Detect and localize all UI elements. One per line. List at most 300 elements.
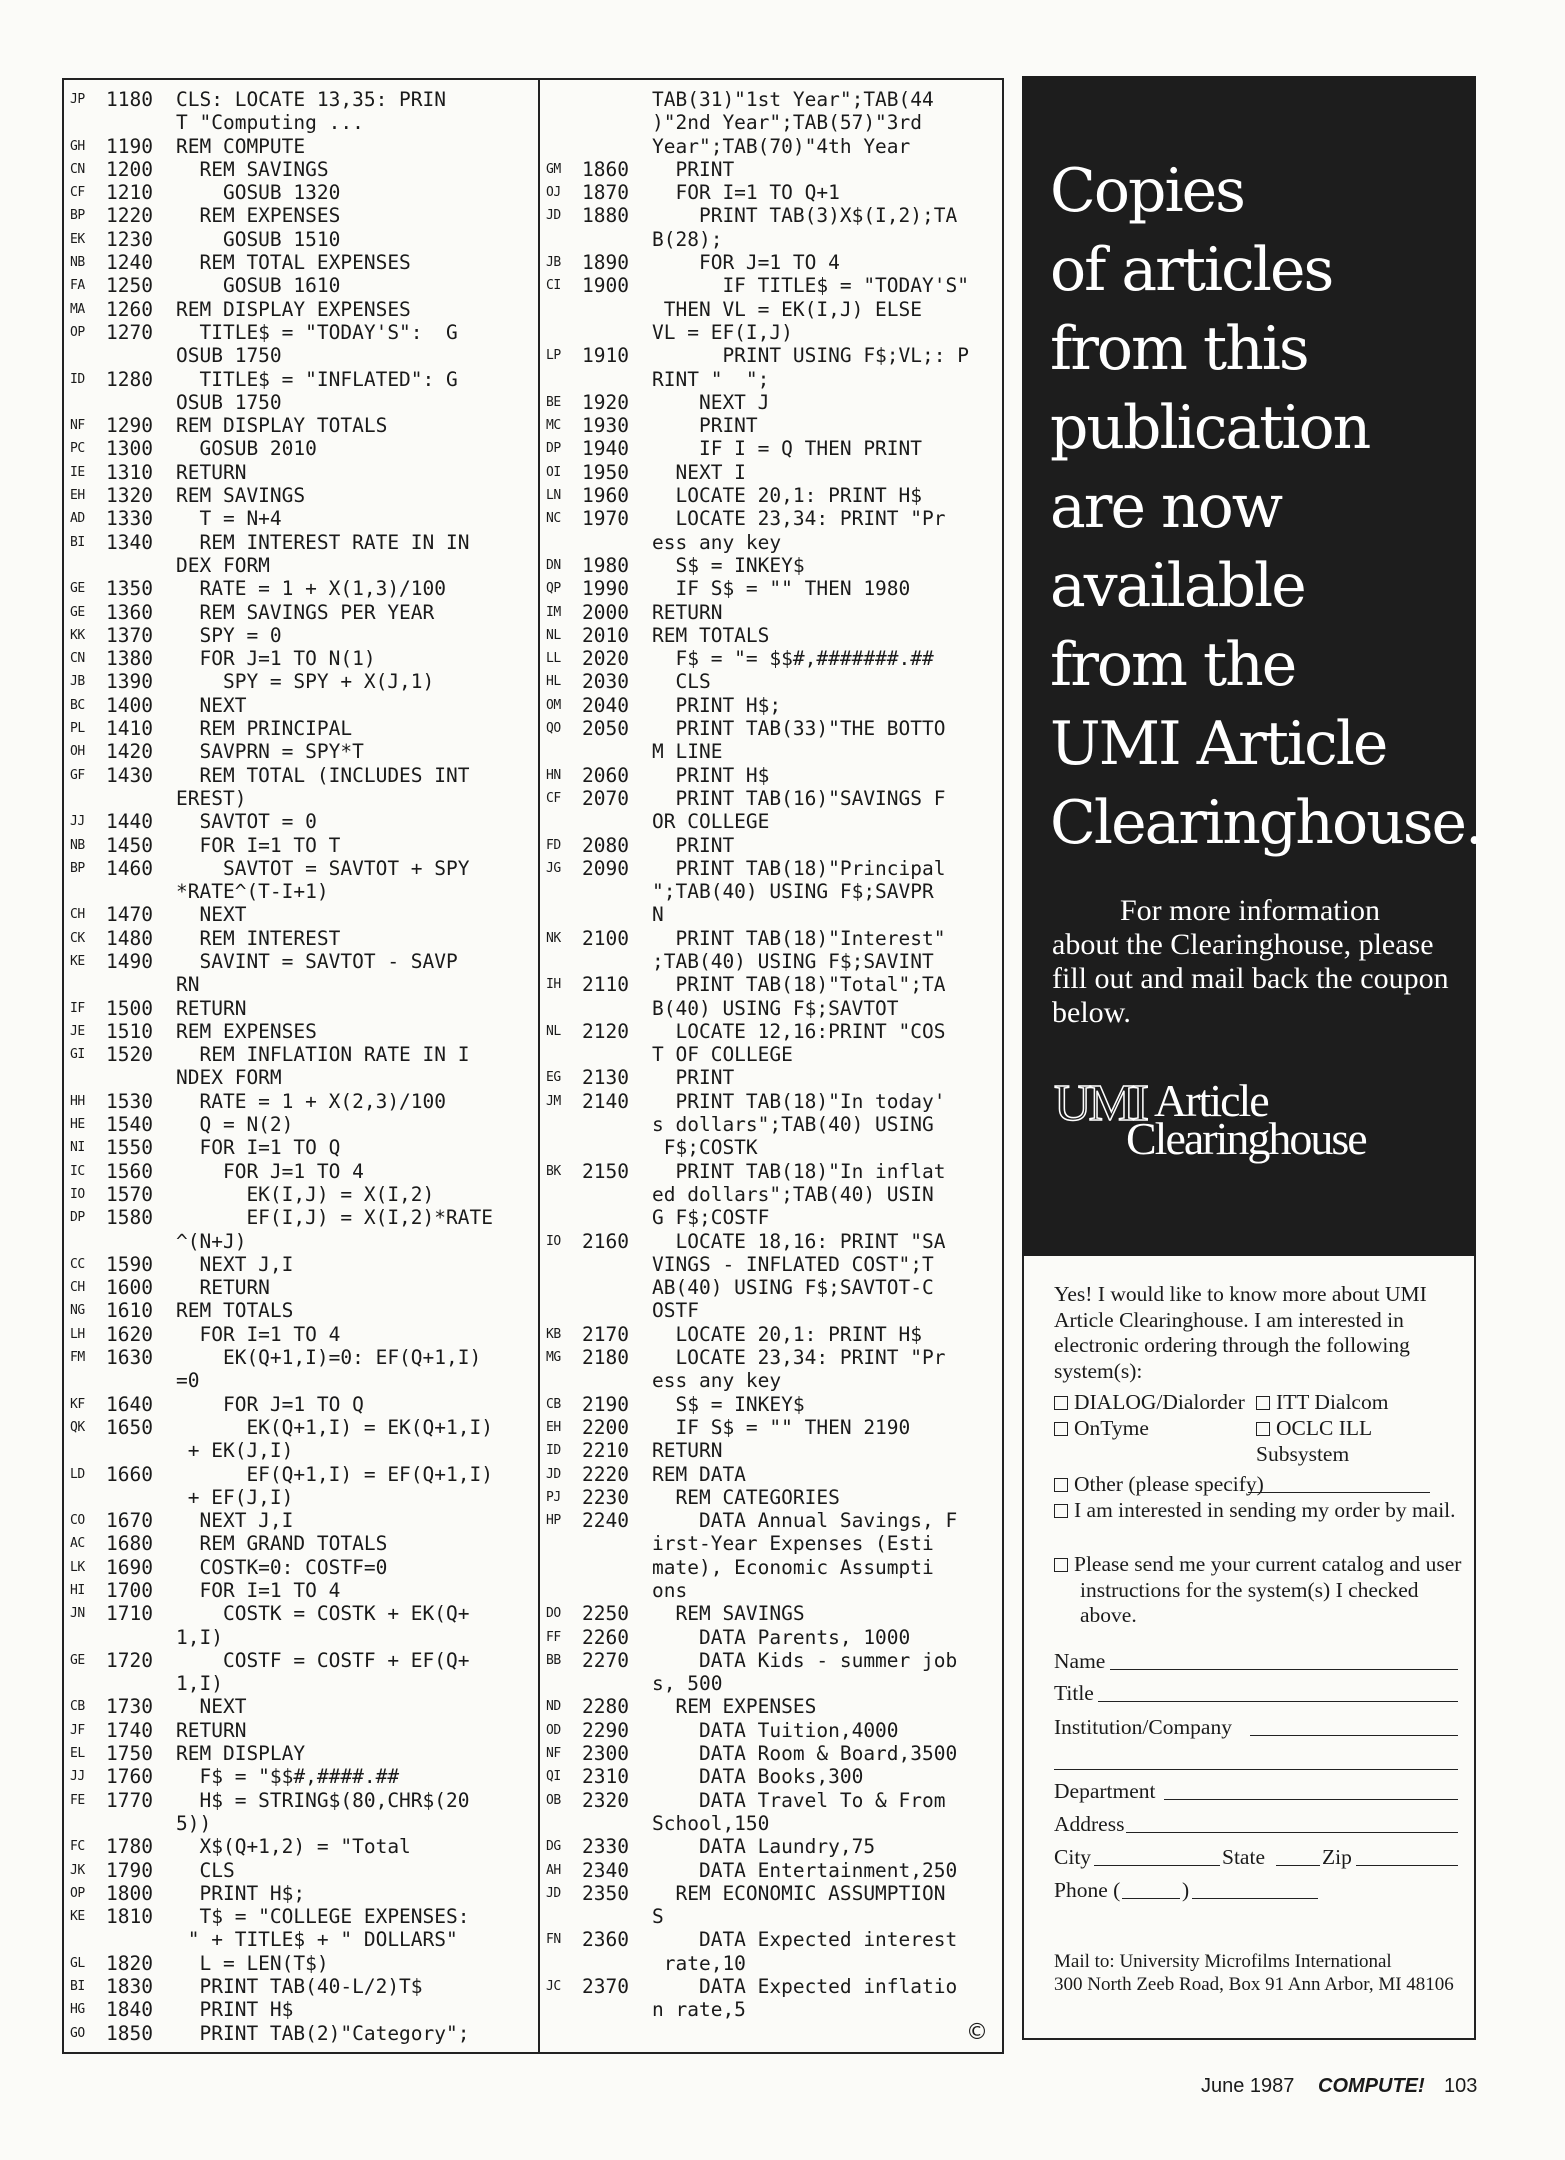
listing-line [70, 950, 532, 973]
option-mail [1054, 1498, 1480, 1524]
line-number: 2310 [582, 1765, 629, 1789]
code-text: " + TITLE$ + " DOLLARS" [176, 1928, 458, 1952]
code-text: EK(Q+1,I) = EK(Q+1,I) [176, 1415, 493, 1439]
code-text: PRINT USING F$;VL;: P [652, 344, 969, 368]
umi-clearinghouse-logo [1054, 1070, 1464, 1170]
listing-continuation-line [546, 321, 986, 344]
checksum-code: CF [546, 790, 561, 806]
checksum-code: GI [70, 1047, 85, 1063]
code-text: REM INFLATION RATE IN I [176, 1043, 470, 1067]
listing-line [70, 1509, 532, 1532]
checksum-code: GL [70, 1955, 85, 1971]
checksum-code: BP [70, 208, 85, 224]
name-field[interactable] [1054, 1646, 1478, 1676]
code-text: DATA Expected inflatio [652, 1975, 958, 1999]
checksum-code: DO [546, 1606, 561, 1622]
checksum-code: KE [70, 953, 85, 969]
listing-continuation-line [546, 1043, 986, 1066]
checksum-code: CH [70, 1280, 85, 1296]
line-number: 1850 [106, 2021, 153, 2045]
checksum-code: CO [70, 1513, 85, 1529]
catalog-checkbox[interactable] [1054, 1558, 1068, 1572]
line-number: 1600 [106, 1276, 153, 1300]
code-text: REM GRAND TOTALS [176, 1532, 388, 1556]
listing-line [546, 787, 986, 810]
listing-continuation-line [70, 1626, 532, 1649]
listing-continuation-line [546, 1206, 986, 1229]
line-number: 1540 [106, 1113, 153, 1137]
checksum-code: LK [70, 1559, 85, 1575]
listing-line [546, 1230, 986, 1253]
listing-line [546, 647, 986, 670]
code-text: VL = EF(I,J) [652, 320, 793, 344]
checksum-code: FE [70, 1792, 85, 1808]
line-number: 1760 [106, 1765, 153, 1789]
institution-field[interactable] [1054, 1712, 1478, 1742]
code-text: ed dollars";TAB(40) USIN [652, 1182, 934, 1206]
phone-label: Phone ( [1054, 1878, 1121, 1902]
code-text: REM DISPLAY EXPENSES [176, 297, 411, 321]
listing-line [70, 647, 532, 670]
code-text: REM PRINCIPAL [176, 717, 353, 741]
listing-line [70, 204, 532, 227]
code-text: L = LEN(T$) [176, 1951, 329, 1975]
line-number: 2190 [582, 1392, 629, 1416]
code-text: REM TOTALS [652, 623, 770, 647]
checksum-code: FN [546, 1932, 561, 1948]
code-text: B(28); [652, 227, 723, 251]
listing-line [70, 1183, 532, 1206]
code-text: G F$;COSTF [652, 1206, 770, 1230]
checksum-code: JC [546, 1979, 561, 1995]
listing-continuation-line [546, 1113, 986, 1136]
listing-line [546, 1928, 986, 1951]
line-number: 1860 [582, 157, 629, 181]
line-number: 1390 [106, 670, 153, 694]
code-text: REM EXPENSES [176, 204, 341, 228]
line-number: 2350 [582, 1881, 629, 1905]
line-number: 2260 [582, 1625, 629, 1649]
listing-line [70, 135, 532, 158]
line-number: 2250 [582, 1602, 629, 1626]
checksum-code: QI [546, 1769, 561, 1785]
itt-checkbox[interactable] [1256, 1396, 1270, 1410]
checksum-code: MC [546, 418, 561, 434]
code-text: NEXT [176, 1695, 247, 1719]
code-text: PRINT H$ [176, 1998, 294, 2022]
checksum-code: BK [546, 1163, 561, 1179]
listing-line [70, 1765, 532, 1788]
line-number: 2240 [582, 1509, 629, 1533]
line-number: 1320 [106, 484, 153, 508]
code-text: s, 500 [652, 1672, 723, 1696]
checksum-code: GM [546, 161, 561, 177]
code-text: ess any key [652, 1369, 782, 1393]
checksum-code: IC [70, 1163, 85, 1179]
listing-line [70, 927, 532, 950]
checksum-code: CB [546, 1396, 561, 1412]
line-number: 1290 [106, 414, 153, 438]
listing-line [70, 1323, 532, 1346]
listing-line [70, 624, 532, 647]
city-label: City [1054, 1845, 1092, 1869]
code-text: THEN VL = EK(I,J) ELSE [652, 297, 923, 321]
line-number: 1570 [106, 1182, 153, 1206]
listing-continuation-line [70, 344, 532, 367]
line-number: 1750 [106, 1742, 153, 1766]
listing-line [546, 601, 986, 624]
code-text: GOSUB 1610 [176, 274, 341, 298]
line-number: 1450 [106, 833, 153, 857]
checksum-code: AD [70, 511, 85, 527]
address-field[interactable] [1054, 1809, 1478, 1839]
code-text: EF(Q+1,I) = EF(Q+1,I) [176, 1462, 493, 1486]
checksum-code: FA [70, 278, 85, 294]
listing-line [70, 1136, 532, 1159]
checksum-code: BI [70, 534, 85, 550]
code-text: FOR J=1 TO N(1) [176, 647, 376, 671]
institution-field-line2[interactable] [1054, 1746, 1478, 1776]
checksum-code: CF [70, 185, 85, 201]
checksum-code: PC [70, 441, 85, 457]
listing-continuation-line [70, 554, 532, 577]
code-text: IF S$ = "" THEN 1980 [652, 577, 911, 601]
line-number: 1480 [106, 926, 153, 950]
listing-line [70, 368, 532, 391]
code-text: PRINT TAB(3)X$(I,2);TA [652, 204, 958, 228]
code-text: REM DISPLAY [176, 1742, 306, 1766]
checksum-code: FC [70, 1839, 85, 1855]
code-text: REM SAVINGS [652, 1602, 805, 1626]
column-divider [538, 80, 540, 2052]
option-label: DIALOG/Dialorder [1074, 1390, 1245, 1414]
ontyme-checkbox[interactable] [1054, 1422, 1068, 1436]
ad-info-rest: about the Clearinghouse, please fill out and mail back the coupon below. [1052, 928, 1449, 1029]
listing-line [546, 1393, 986, 1416]
other-checkbox[interactable] [1054, 1478, 1068, 1492]
option-oclc [1256, 1416, 1376, 1467]
checksum-code: NB [70, 837, 85, 853]
listing-line [546, 484, 986, 507]
listing-continuation-line [70, 973, 532, 996]
line-number: 1960 [582, 484, 629, 508]
line-number: 1330 [106, 507, 153, 531]
headline-line: UMI Article [1050, 709, 1387, 779]
code-text: )"2nd Year";TAB(57)"3rd [652, 111, 923, 135]
code-text: rate,10 [652, 1951, 746, 1975]
code-text: PRINT TAB(16)"SAVINGS F [652, 786, 946, 810]
code-text: FOR I=1 TO Q+1 [652, 181, 840, 205]
line-number: 2160 [582, 1229, 629, 1253]
phone-field[interactable] [1054, 1875, 1478, 1905]
code-text: DEX FORM [176, 553, 270, 577]
code-text: DATA Books,300 [652, 1765, 864, 1789]
checksum-code: GO [70, 2025, 85, 2041]
line-number: 1310 [106, 460, 153, 484]
listing-continuation-line [546, 1253, 986, 1276]
checksum-code: HP [546, 1513, 561, 1529]
code-text: DATA Laundry,75 [652, 1835, 876, 1859]
listing-line [546, 1020, 986, 1043]
listing-line [546, 1463, 986, 1486]
line-number: 2110 [582, 973, 629, 997]
checksum-code: JD [546, 208, 561, 224]
option-label: Please send me your current catalog and user instructions for the system(s) I checked above. [1074, 1552, 1462, 1627]
code-text: PRINT TAB(18)"In inflat [652, 1159, 946, 1183]
checksum-code: BP [70, 860, 85, 876]
code-text: DATA Expected interest [652, 1928, 958, 1952]
listing-continuation-line [70, 1486, 532, 1509]
code-text: CLS: LOCATE 13,35: PRIN [176, 88, 447, 111]
line-number: 2220 [582, 1462, 629, 1486]
line-number: 1530 [106, 1089, 153, 1113]
checksum-code: HI [70, 1583, 85, 1598]
listing-line [70, 1253, 532, 1276]
code-text: FOR I=1 TO Q [176, 1136, 341, 1160]
listing-continuation-line [546, 88, 986, 111]
listing-line [546, 670, 986, 693]
headline-line: of articles [1050, 235, 1333, 305]
line-number: 1930 [582, 414, 629, 438]
title-field[interactable] [1054, 1678, 1478, 1708]
listing-line [70, 158, 532, 181]
listing-line [546, 274, 986, 297]
line-number: 1470 [106, 903, 153, 927]
listing-continuation-line [70, 1369, 532, 1392]
checksum-code: ID [70, 371, 85, 387]
listing-continuation-line [546, 1556, 986, 1579]
listing-line [70, 857, 532, 880]
listing-continuation-line [546, 228, 986, 251]
code-text: NEXT J,I [176, 1509, 294, 1533]
code-text: mate), Economic Assumpti [652, 1555, 934, 1579]
listing-line [70, 1952, 532, 1975]
line-number: 1660 [106, 1462, 153, 1486]
code-text: RETURN [176, 460, 247, 484]
checksum-code: OD [546, 1722, 561, 1738]
code-text: + EF(J,I) [176, 1485, 294, 1509]
checksum-code: PL [70, 721, 85, 737]
headline-line: Clearinghouse. [1050, 788, 1483, 858]
checksum-code: JE [70, 1023, 85, 1039]
listing-line [70, 251, 532, 274]
code-text: TITLE$ = "TODAY'S": G [176, 320, 458, 344]
code-text: REM SAVINGS [176, 157, 329, 181]
code-text: n rate,5 [652, 1998, 746, 2022]
listing-line [70, 1113, 532, 1136]
code-text: H$ = STRING$(80,CHR$(20 [176, 1788, 470, 1812]
code-text: REM EXPENSES [652, 1695, 817, 1719]
city-state-zip-field[interactable] [1054, 1842, 1478, 1872]
listing-continuation-line [546, 1532, 986, 1555]
footer-date: June 1987 [1201, 2075, 1295, 2097]
checksum-code: DG [546, 1839, 561, 1855]
listing-line [70, 1393, 532, 1416]
listing-continuation-line [546, 298, 986, 321]
listing-line [546, 624, 986, 647]
checksum-code: MA [70, 301, 85, 317]
listing-line [70, 1882, 532, 1905]
code-text: IF TITLE$ = "TODAY'S" [652, 274, 969, 298]
listing-line [546, 181, 986, 204]
checksum-code: NF [546, 1746, 561, 1762]
line-number: 2070 [582, 786, 629, 810]
listing-line [546, 764, 986, 787]
checksum-code: JF [70, 1722, 85, 1738]
code-text: REM SAVINGS PER YEAR [176, 600, 435, 624]
listing-line [70, 484, 532, 507]
checksum-code: EK [70, 231, 85, 247]
checksum-code: GF [70, 767, 85, 783]
listing-line [546, 857, 986, 880]
code-text: COSTK=0: COSTF=0 [176, 1555, 388, 1579]
mail-checkbox[interactable] [1054, 1504, 1068, 1518]
code-text: LOCATE 20,1: PRINT H$ [652, 484, 923, 508]
listing-line [546, 1439, 986, 1462]
listing-line [546, 1323, 986, 1346]
checksum-code: JP [70, 92, 85, 107]
checksum-code: JJ [70, 1769, 85, 1785]
checksum-code: NG [70, 1303, 85, 1319]
listing-continuation-line [546, 903, 986, 926]
option-label: OCLC ILL Subsystem [1256, 1416, 1372, 1466]
line-number: 1380 [106, 647, 153, 671]
code-text: PRINT TAB(18)"Principal [652, 856, 946, 880]
code-text: REM ECONOMIC ASSUMPTION [652, 1881, 946, 1905]
listing-line [70, 997, 532, 1020]
listing-column-1 [70, 88, 532, 2045]
code-text: REM TOTAL (INCLUDES INT [176, 763, 470, 787]
listing-line [70, 1020, 532, 1043]
line-number: 2280 [582, 1695, 629, 1719]
listing-line [546, 1649, 986, 1672]
line-number: 2060 [582, 763, 629, 787]
listing-continuation-line [546, 135, 986, 158]
listing-line [546, 1602, 986, 1625]
checksum-code: JJ [70, 814, 85, 830]
listing-continuation-line [546, 740, 986, 763]
listing-line [70, 1206, 532, 1229]
checksum-code: LD [70, 1466, 85, 1482]
line-number: 2000 [582, 600, 629, 624]
code-text: School,150 [652, 1811, 770, 1835]
code-text: IF S$ = "" THEN 2190 [652, 1415, 911, 1439]
line-number: 1630 [106, 1346, 153, 1370]
oclc-checkbox[interactable] [1256, 1422, 1270, 1436]
state-label: State [1222, 1845, 1265, 1869]
checksum-code: GE [70, 604, 85, 620]
listing-line [546, 834, 986, 857]
code-text: IF I = Q THEN PRINT [652, 437, 923, 461]
code-text: *RATE^(T-I+1) [176, 880, 329, 904]
listing-continuation-line [546, 111, 986, 134]
code-text: AB(40) USING F$;SAVTOT-C [652, 1276, 934, 1300]
other-specify-line[interactable] [1248, 1492, 1430, 1493]
checksum-code: EL [70, 1746, 85, 1762]
listing-line [546, 1835, 986, 1858]
line-number: 1560 [106, 1159, 153, 1183]
listing-line [70, 1975, 532, 1998]
code-text: ess any key [652, 530, 782, 554]
code-text: X$(Q+1,2) = "Total [176, 1835, 411, 1859]
line-number: 1520 [106, 1043, 153, 1067]
listing-continuation-line [70, 1439, 532, 1462]
line-number: 2370 [582, 1975, 629, 1999]
checksum-code: DP [70, 1210, 85, 1226]
field-label: Department [1054, 1779, 1156, 1803]
listing-line [546, 1742, 986, 1765]
mail-address: 300 North Zeeb Road, Box 91 Ann Arbor, MI 48106 [1054, 1974, 1454, 1995]
listing-line [70, 1160, 532, 1183]
listing-line [546, 1160, 986, 1183]
line-number: 2030 [582, 670, 629, 694]
checksum-code: HE [70, 1117, 85, 1133]
checksum-code: BC [70, 697, 85, 713]
listing-line [70, 507, 532, 530]
listing-line [546, 1719, 986, 1742]
listing-continuation-line [546, 531, 986, 554]
code-text: F$ = "$$#,####.## [176, 1765, 400, 1789]
logo-clearinghouse-word: Clearinghouse [1126, 1113, 1366, 1164]
listing-line [70, 1579, 532, 1602]
checksum-code: JD [546, 1885, 561, 1901]
listing-line [70, 298, 532, 321]
line-number: 1740 [106, 1718, 153, 1742]
checksum-code: DP [546, 441, 561, 457]
line-number: 2230 [582, 1485, 629, 1509]
code-text: GOSUB 1510 [176, 227, 341, 251]
code-text: PRINT TAB(2)"Category"; [176, 2021, 470, 2045]
option-label: OnTyme [1074, 1416, 1149, 1440]
code-text: LOCATE 18,16: PRINT "SA [652, 1229, 946, 1253]
listing-line [546, 414, 986, 437]
listing-line [70, 1416, 532, 1439]
department-field[interactable] [1054, 1776, 1478, 1806]
code-text: T OF COLLEGE [652, 1043, 793, 1067]
listing-line [70, 1532, 532, 1555]
listing-line [70, 228, 532, 251]
headline-line: from the [1050, 630, 1296, 700]
code-text: OSUB 1750 [176, 390, 282, 414]
code-text: PRINT TAB(18)"Total";TA [652, 973, 946, 997]
listing-continuation-line [546, 997, 986, 1020]
dialog-checkbox[interactable] [1054, 1396, 1068, 1410]
code-text: 1,I) [176, 1672, 223, 1696]
code-text: PRINT [652, 1066, 735, 1090]
code-text: LOCATE 23,34: PRINT "Pr [652, 1346, 946, 1370]
line-number: 2180 [582, 1346, 629, 1370]
listing-line [70, 1602, 532, 1625]
listing-line [546, 461, 986, 484]
checksum-code: EH [546, 1419, 561, 1435]
listing-line [70, 1742, 532, 1765]
checksum-code: JN [70, 1606, 85, 1622]
headline-line: from this [1050, 314, 1308, 384]
listing-line [70, 903, 532, 926]
code-text: ;TAB(40) USING F$;SAVINT [652, 949, 934, 973]
listing-line [546, 251, 986, 274]
line-number: 1230 [106, 227, 153, 251]
listing-line [70, 740, 532, 763]
code-text: REM CATEGORIES [652, 1485, 840, 1509]
listing-continuation-line [70, 391, 532, 414]
line-number: 1650 [106, 1415, 153, 1439]
line-number: 1510 [106, 1019, 153, 1043]
code-text: FOR I=1 TO T [176, 833, 341, 857]
line-number: 2360 [582, 1928, 629, 1952]
listing-continuation-line [546, 1998, 986, 2021]
field-label: Institution/Company [1054, 1715, 1232, 1739]
